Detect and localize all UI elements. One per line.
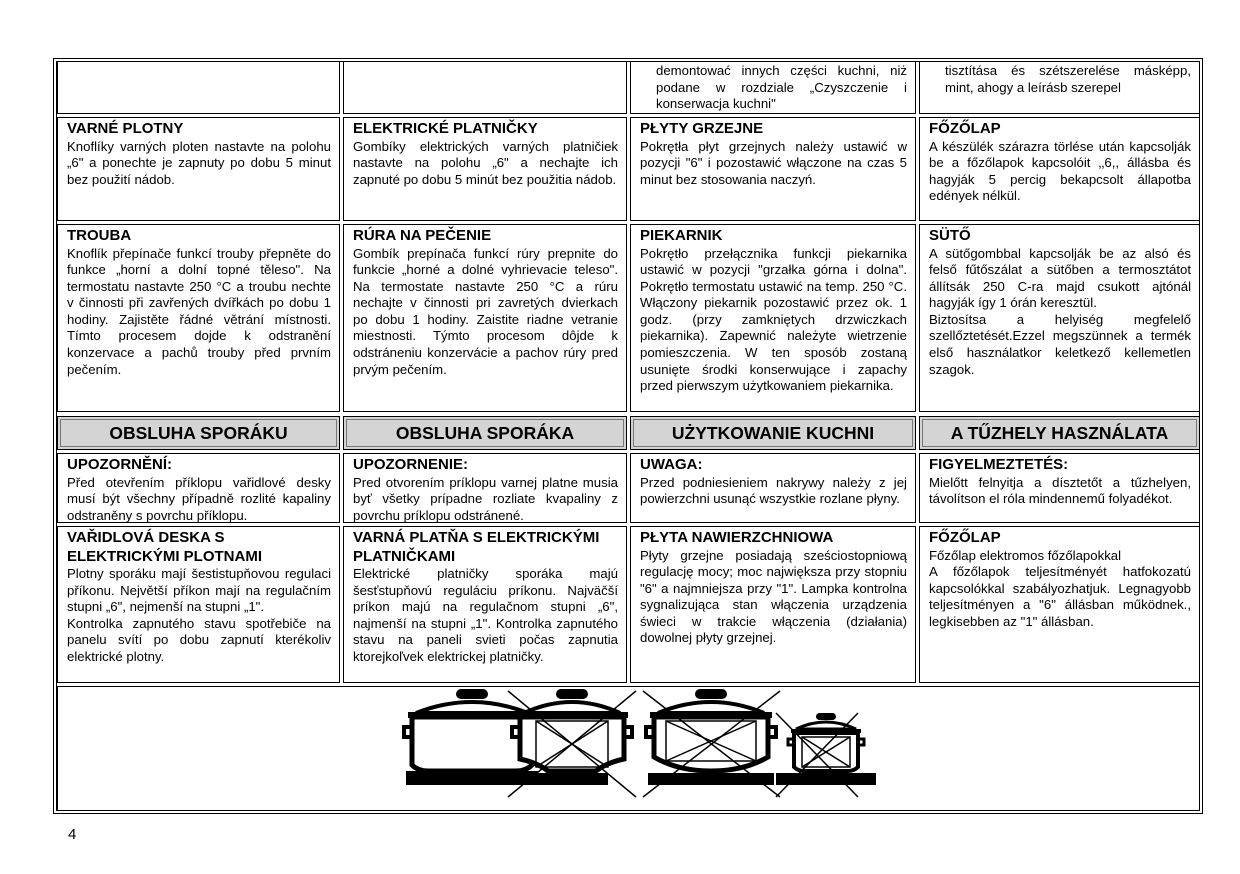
- pl-continuation-text: demontować innych części kuchni, niż podane w rozdziale „Czyszczenie i konserwacja kuchni": [656, 63, 907, 112]
- hu-warning-text: Mielőtt felnyitja a dísztetőt a tűzhelyen, távolítson el róla mindennemű folyadékot.: [929, 474, 1191, 507]
- wrong-pot-too-small-icon: [776, 713, 876, 797]
- cell-hu-plates: [919, 117, 1200, 221]
- section-header-hu-label: A TŰZHELY HASZNÁLATA: [950, 422, 1169, 443]
- cell-hu-warning: [919, 453, 1200, 523]
- page-number: 4: [68, 826, 77, 843]
- section-header-cz: [57, 416, 340, 450]
- cell-pl-plates: [630, 117, 916, 221]
- cz-oven-text: Knoflík přepínače funkcí trouby přepněte do funkce „horní a dolní topné těleso". Na termostatu nastavte 250 °C a troubu nechte v činnosti při zavřených dvířkách po dobu 1 hodiny. Zajistěte řádné větrání místnosti. Tímto procesem dojde k odstranění konzervace a pachů trouby před prvním pečením.: [67, 245, 331, 377]
- pl-hob-text: Płyty grzejne posiadają sześciostopniową regulację mocy; moc największa przy stopniu "6" a najmniejsza przy "1". Lampka kontrolna sygnalizująca stan włączenia urządzenia świeci w trakcie włączenia (działania) dowolnej płyty grzejnej.: [640, 547, 907, 646]
- pl-warning-title: UWAGA:: [640, 456, 703, 473]
- sk-oven-text: Gombík prepínača funkcí rúry prepnite do funkcie „horné a dolné vyhrievacie teleso". Na termostate nastavte 250 °C a rúru nechajte v činnosti pri zavretých dvierkach po dobu 1 hodiny. Zaistite riadne vetranie miestnosti. Týmto procesom dôjde k odstráneniu konzervácie a pachov rúry pred prvým pečením.: [353, 245, 618, 377]
- hu-plates-text: A készülék szárazra törlése után kapcsolják be a főzőlapok kapcsolóit ‚‚6,, állásba és hagyják 5 percig bekapcsolt állapotba edények nélkül.: [929, 138, 1191, 204]
- pots-illustration: [58, 687, 1199, 810]
- wrong-pot-small-base-icon: [508, 689, 636, 797]
- cz-hob-title: VAŘIDLOVÁ DESKA S ELEKTRICKÝMI PLOTNAMI: [67, 529, 262, 565]
- cz-oven-title: TROUBA: [67, 227, 132, 244]
- cell-sk-continuation: [343, 61, 627, 114]
- sk-warning-title: UPOZORNENIE:: [353, 456, 469, 473]
- section-header-pl: [630, 416, 916, 450]
- hu-oven-text: A sütőgombbal kapcsolják be az alsó és felső fűtőszálat a sütőben a termosztátot állítsák 250 C-ra majd csukott ajtónál hagyják így 1 órán keresztül. Biztosítsa a helyiség megfelelő szellőztetését.Ezzel megszünnek a termék első használatkor keletkező kellemetlen szagok.: [929, 245, 1191, 377]
- cell-sk-hob: [343, 526, 627, 683]
- cell-sk-warning: [343, 453, 627, 523]
- pl-oven-text: Pokrętło przełącznika funkcji piekarnika ustawić w pozycji "grzałka górna i dolna". Pokrętło termostatu ustawić na temp. 250 °C. Włączony piekarnik pozostawić przez ok. 1 godz. (przy zamkniętych drzwiczkach piekarnika). Zapewnić należyte wietrzenie pomieszczenia. W ten sposób zostaną usunięte środki konserwujące i zapachy przed pierwszym użytkowaniem piekarnika.: [640, 245, 907, 394]
- section-header-hu: [919, 416, 1200, 450]
- pl-warning-text: Przed podniesieniem nakrywy należy z jej powierzchni usunąć wszystkie rozlane płyny.: [640, 474, 907, 507]
- pl-plates-title: PŁYTY GRZEJNE: [640, 120, 764, 137]
- cell-cz-warning: [57, 453, 340, 523]
- section-header-sk: [343, 416, 627, 450]
- hu-plates-title: FŐZŐLAP: [929, 120, 1001, 137]
- section-header-cz-label: OBSLUHA SPORÁKU: [109, 422, 288, 443]
- hu-oven-title: SÜTŐ: [929, 227, 971, 244]
- hu-continuation-text: tisztítása és szétszerelése másképp, mint, ahogy a leírásb szerepel: [945, 63, 1191, 95]
- section-header-sk-label: OBSLUHA SPORÁKA: [395, 422, 575, 443]
- section-header-pl-label: UŻYTKOWANIE KUCHNI: [671, 422, 875, 443]
- cell-sk-plates: [343, 117, 627, 221]
- pl-plates-text: Pokrętła płyt grzejnych należy ustawić w pozycji "6" i pozostawić włączone na czas 5 minut bez stosowania naczyń.: [640, 138, 907, 187]
- cell-cz-continuation: [57, 61, 340, 114]
- cell-hu-continuation: [919, 61, 1200, 114]
- cz-warning-text: Před otevřením příklopu vařidlové desky musí být všechny případně rozlité kapaliny odstraněny s povrchu příklopu.: [67, 474, 331, 523]
- pl-hob-title: PŁYTA NAWIERZCHNIOWA: [640, 529, 834, 546]
- cz-plates-title: VARNÉ PLOTNY: [67, 120, 184, 137]
- pots-illustration-cell: [57, 686, 1200, 811]
- cz-warning-title: UPOZORNĚNÍ:: [67, 456, 172, 473]
- hu-warning-title: FIGYELMEZTETÉS:: [929, 456, 1069, 473]
- sk-plates-text: Gombíky elektrických varných platničiek nastavte na polohu „6" a nechajte ich zapnuté po dobu 5 minút bez použitia nádob.: [353, 138, 618, 187]
- cell-sk-oven: [343, 224, 627, 412]
- cell-cz-plates: [57, 117, 340, 221]
- cell-cz-hob: [57, 526, 340, 683]
- pl-oven-title: PIEKARNIK: [640, 227, 723, 244]
- cell-hu-oven: [919, 224, 1200, 412]
- cz-plates-text: Knoflíky varných ploten nastavte na polohu „6" a ponechte je zapnuty po dobu 5 minut bez použití nádob.: [67, 138, 331, 187]
- cell-cz-oven: [57, 224, 340, 412]
- cell-hu-hob: [919, 526, 1200, 683]
- sk-oven-title: RÚRA NA PEČENIE: [353, 227, 492, 244]
- hu-hob-text: Főzőlap elektromos főzőlapokkal A főzőlapok teljesítményét hatfokozatú kapcsolókkal szabályozhatjuk. Legnagyobb teljesítményen a "6" állásban működnek., legkisebben az "1" állásban.: [929, 547, 1191, 629]
- hu-hob-title: FŐZŐLAP: [929, 529, 1001, 546]
- sk-warning-text: Pred otvorením príklopu varnej platne musia byť všetky prípadne rozliate kvapaliny z povrchu príklopu odstránené.: [353, 474, 618, 523]
- cell-pl-oven: [630, 224, 916, 412]
- sk-hob-text: Elektrické platničky sporáka majú šesťstupňovú reguláciu príkonu. Najväčší príkon majú na regulačnom stupni „6", najmenší na stupni „1". Kontrolka zapnutého stavu na paneli svieti počas zapnutia ktorejkoľvek elektrickej platničky.: [353, 566, 618, 664]
- cz-hob-text: Plotny sporáku mají šestistupňovou regulaci příkonu. Největší příkon mají na regulačním stupni „6", nejmenší na stupni „1". Kontrolka zapnutého stavu spotřebiče na panelu svítí po dobu zapnutí kterékoliv elektrické plotny.: [67, 566, 331, 664]
- cell-pl-continuation: [630, 61, 916, 114]
- wrong-pot-curved-base-icon: [643, 689, 780, 797]
- sk-plates-title: ELEKTRICKÉ PLATNIČKY: [353, 120, 538, 137]
- cell-pl-hob: [630, 526, 916, 683]
- cell-pl-warning: [630, 453, 916, 523]
- sk-hob-title: VARNÁ PLATŇA S ELEKTRICKÝMI PLATNIČKAMI: [353, 529, 600, 565]
